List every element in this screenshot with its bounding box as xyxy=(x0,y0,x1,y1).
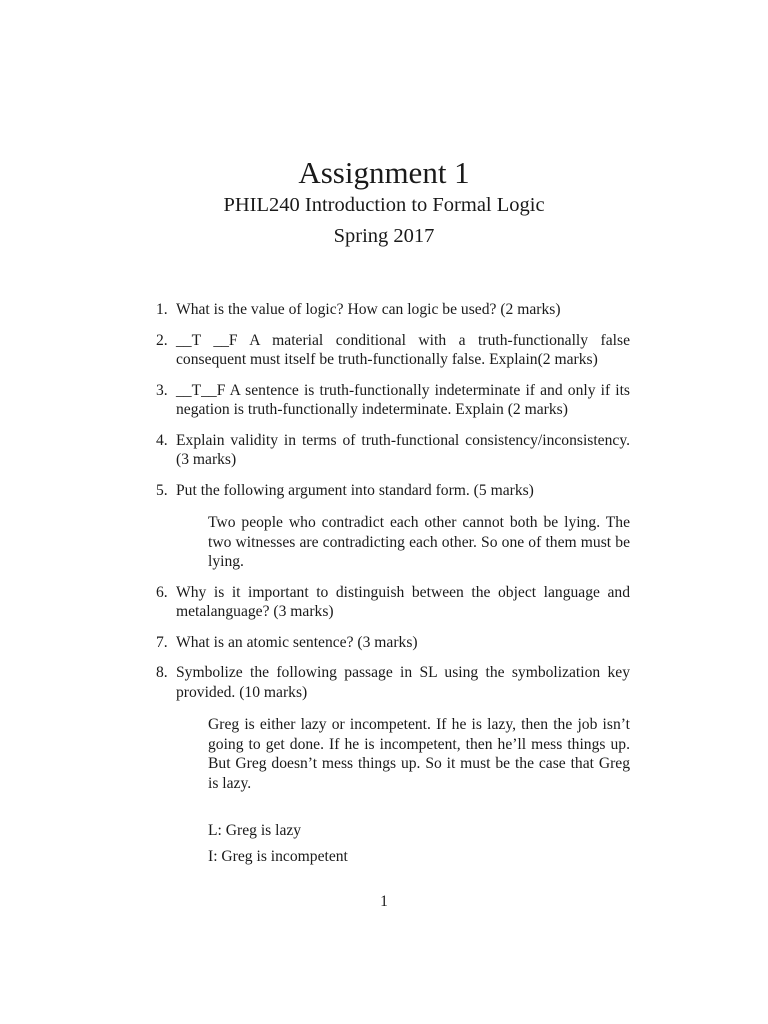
question-item xyxy=(150,381,630,420)
question-item xyxy=(150,633,630,653)
question-number: 6. xyxy=(156,583,168,601)
symbolization-key xyxy=(208,821,630,866)
question-number: 3. xyxy=(156,381,168,399)
page-number: 1 xyxy=(380,893,388,910)
question-text: Explain validity in terms of truth-functional consistency/inconsistency. (3 marks) xyxy=(176,431,630,468)
question-text: What is the value of logic? How can logic be used? (2 marks) xyxy=(176,301,561,318)
question-item xyxy=(150,663,630,866)
question-text: __T __F A material conditional with a truth-functionally false consequent must itself be truth-functionally false. Explain(2 marks) xyxy=(176,331,630,368)
question-text: Symbolize the following passage in SL using the symbolization key provided. (10 marks) xyxy=(176,664,630,701)
question-list xyxy=(150,300,630,877)
course-title: PHIL240 Introduction to Formal Logic xyxy=(223,194,545,216)
question-item xyxy=(150,431,630,470)
key-entry: I: Greg is incompetent xyxy=(208,847,348,865)
question-text: __T__F A sentence is truth-functionally indeterminate if and only if its negation is truth-functionally indeterminate. Explain (2 marks) xyxy=(176,381,630,418)
question-number: 4. xyxy=(156,431,168,449)
question-number: 7. xyxy=(156,633,168,651)
question-item xyxy=(150,583,630,622)
assignment-title: Assignment 1 xyxy=(298,155,470,190)
question-number: 1. xyxy=(156,301,168,318)
question-number: 5. xyxy=(156,481,168,499)
question-item xyxy=(150,300,630,320)
question-number: 8. xyxy=(156,664,168,681)
question-item xyxy=(150,481,630,572)
term-label: Spring 2017 xyxy=(333,225,435,247)
key-entry: L: Greg is lazy xyxy=(208,822,302,839)
question-text: What is an atomic sentence? (3 marks) xyxy=(176,633,418,651)
argument-quote: Two people who contradict each other cannot both be lying. The two witnesses are contradicting each other. So one of them must be lying. xyxy=(208,514,630,570)
passage-quote: Greg is either lazy or incompetent. If he is lazy, then the job isn’t going to get done. If he is incompetent, then he’ll mess things up. But Greg doesn’t mess things up. So it must be the case that Greg is lazy. xyxy=(208,716,630,792)
question-text: Why is it important to distinguish between the object language and metalanguage? (3 marks) xyxy=(176,583,630,620)
question-number: 2. xyxy=(156,331,168,349)
question-text: Put the following argument into standard form. (5 marks) xyxy=(176,481,534,499)
question-item xyxy=(150,331,630,370)
